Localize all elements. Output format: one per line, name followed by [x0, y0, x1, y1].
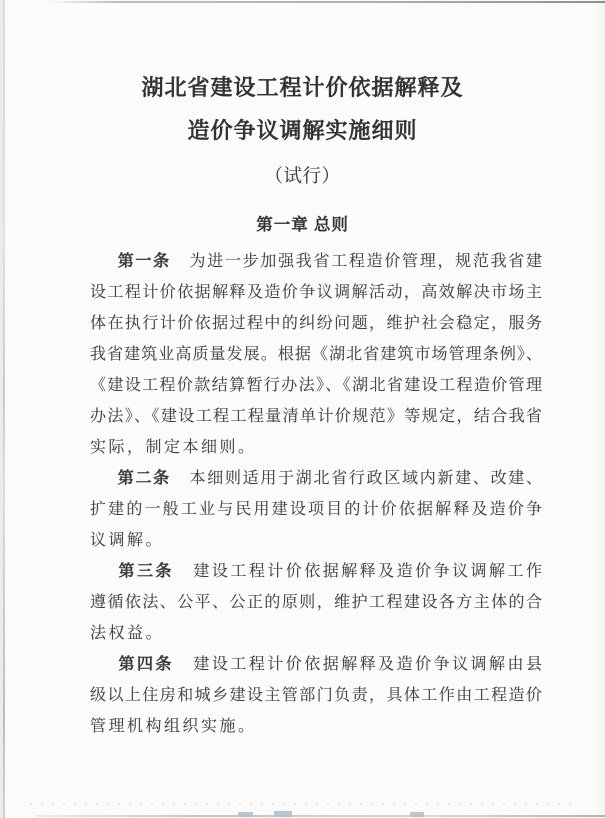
- body-line: [90, 649, 542, 680]
- scan-artifact-mark: [238, 812, 253, 817]
- body-line: 议调解。: [90, 532, 165, 549]
- body-line: 体在执行计价依据过程中的纠纷问题，维护社会稳定，服务: [90, 315, 542, 332]
- article: [90, 649, 542, 742]
- body-line: [90, 246, 542, 277]
- scan-artifact-mark: [274, 811, 292, 817]
- line-text: 建设工程计价依据解释及造价争议调解工作: [190, 563, 542, 580]
- document-subtitle: （试行）: [264, 167, 341, 187]
- article: [90, 246, 542, 463]
- chapter-heading: 第一章 总则: [256, 215, 349, 234]
- article-number: 第三条: [116, 563, 174, 580]
- scan-right-shade: [595, 0, 605, 818]
- article-number: 第一条: [116, 253, 171, 270]
- body-line: 办法》、《建设工程工程量清单计价规范》等规定，结合我省: [90, 408, 542, 425]
- body-line: 法权益。: [90, 625, 165, 642]
- body-line: 《建设工程价款结算暂行办法》、《湖北省建设工程造价管理: [90, 377, 542, 394]
- line-text: 为进一步加强我省工程造价管理，规范我省建: [187, 253, 542, 270]
- article: [90, 463, 542, 556]
- document-title: [0, 66, 605, 152]
- line-text: 本细则适用于湖北省行政区域内新建、改建、: [187, 470, 542, 487]
- article-list: [90, 246, 542, 742]
- body-line: 扩建的一般工业与民用建设项目的计价依据解释及造价争: [90, 501, 542, 518]
- line-text: 建设工程计价依据解释及造价争议调解由县: [190, 656, 542, 673]
- body-line: 我省建筑业高质量发展。根据《湖北省建筑市场管理条例》、: [90, 346, 542, 363]
- body-line: 级以上住房和城乡建设主管部门负责，具体工作由工程造价: [90, 687, 542, 704]
- body-line: 实际，制定本细则。: [90, 439, 257, 456]
- body-line: [90, 463, 542, 494]
- scan-edge-bottom-line: [36, 815, 605, 817]
- scan-edge-left-line: [3, 0, 5, 818]
- scan-artifact-mark: [410, 812, 424, 817]
- body-line: 设工程计价依据解释及造价争议调解活动，高效解决市场主: [90, 284, 542, 301]
- body-line: 管理机构组织实施。: [90, 718, 257, 735]
- scan-speckle-band: [30, 803, 580, 805]
- article-number: 第四条: [116, 656, 174, 673]
- body-line: 遵循依法、公平、公正的原则，维护工程建设各方主体的合: [90, 594, 542, 611]
- scan-edge-top-line: [48, 1, 605, 3]
- article-number: 第二条: [116, 470, 171, 487]
- document-title-line-1: 湖北省建设工程计价依据解释及: [141, 75, 464, 100]
- document-title-line-2: 造价争议调解实施细则: [187, 118, 418, 143]
- article: [90, 556, 542, 649]
- body-line: [90, 556, 542, 587]
